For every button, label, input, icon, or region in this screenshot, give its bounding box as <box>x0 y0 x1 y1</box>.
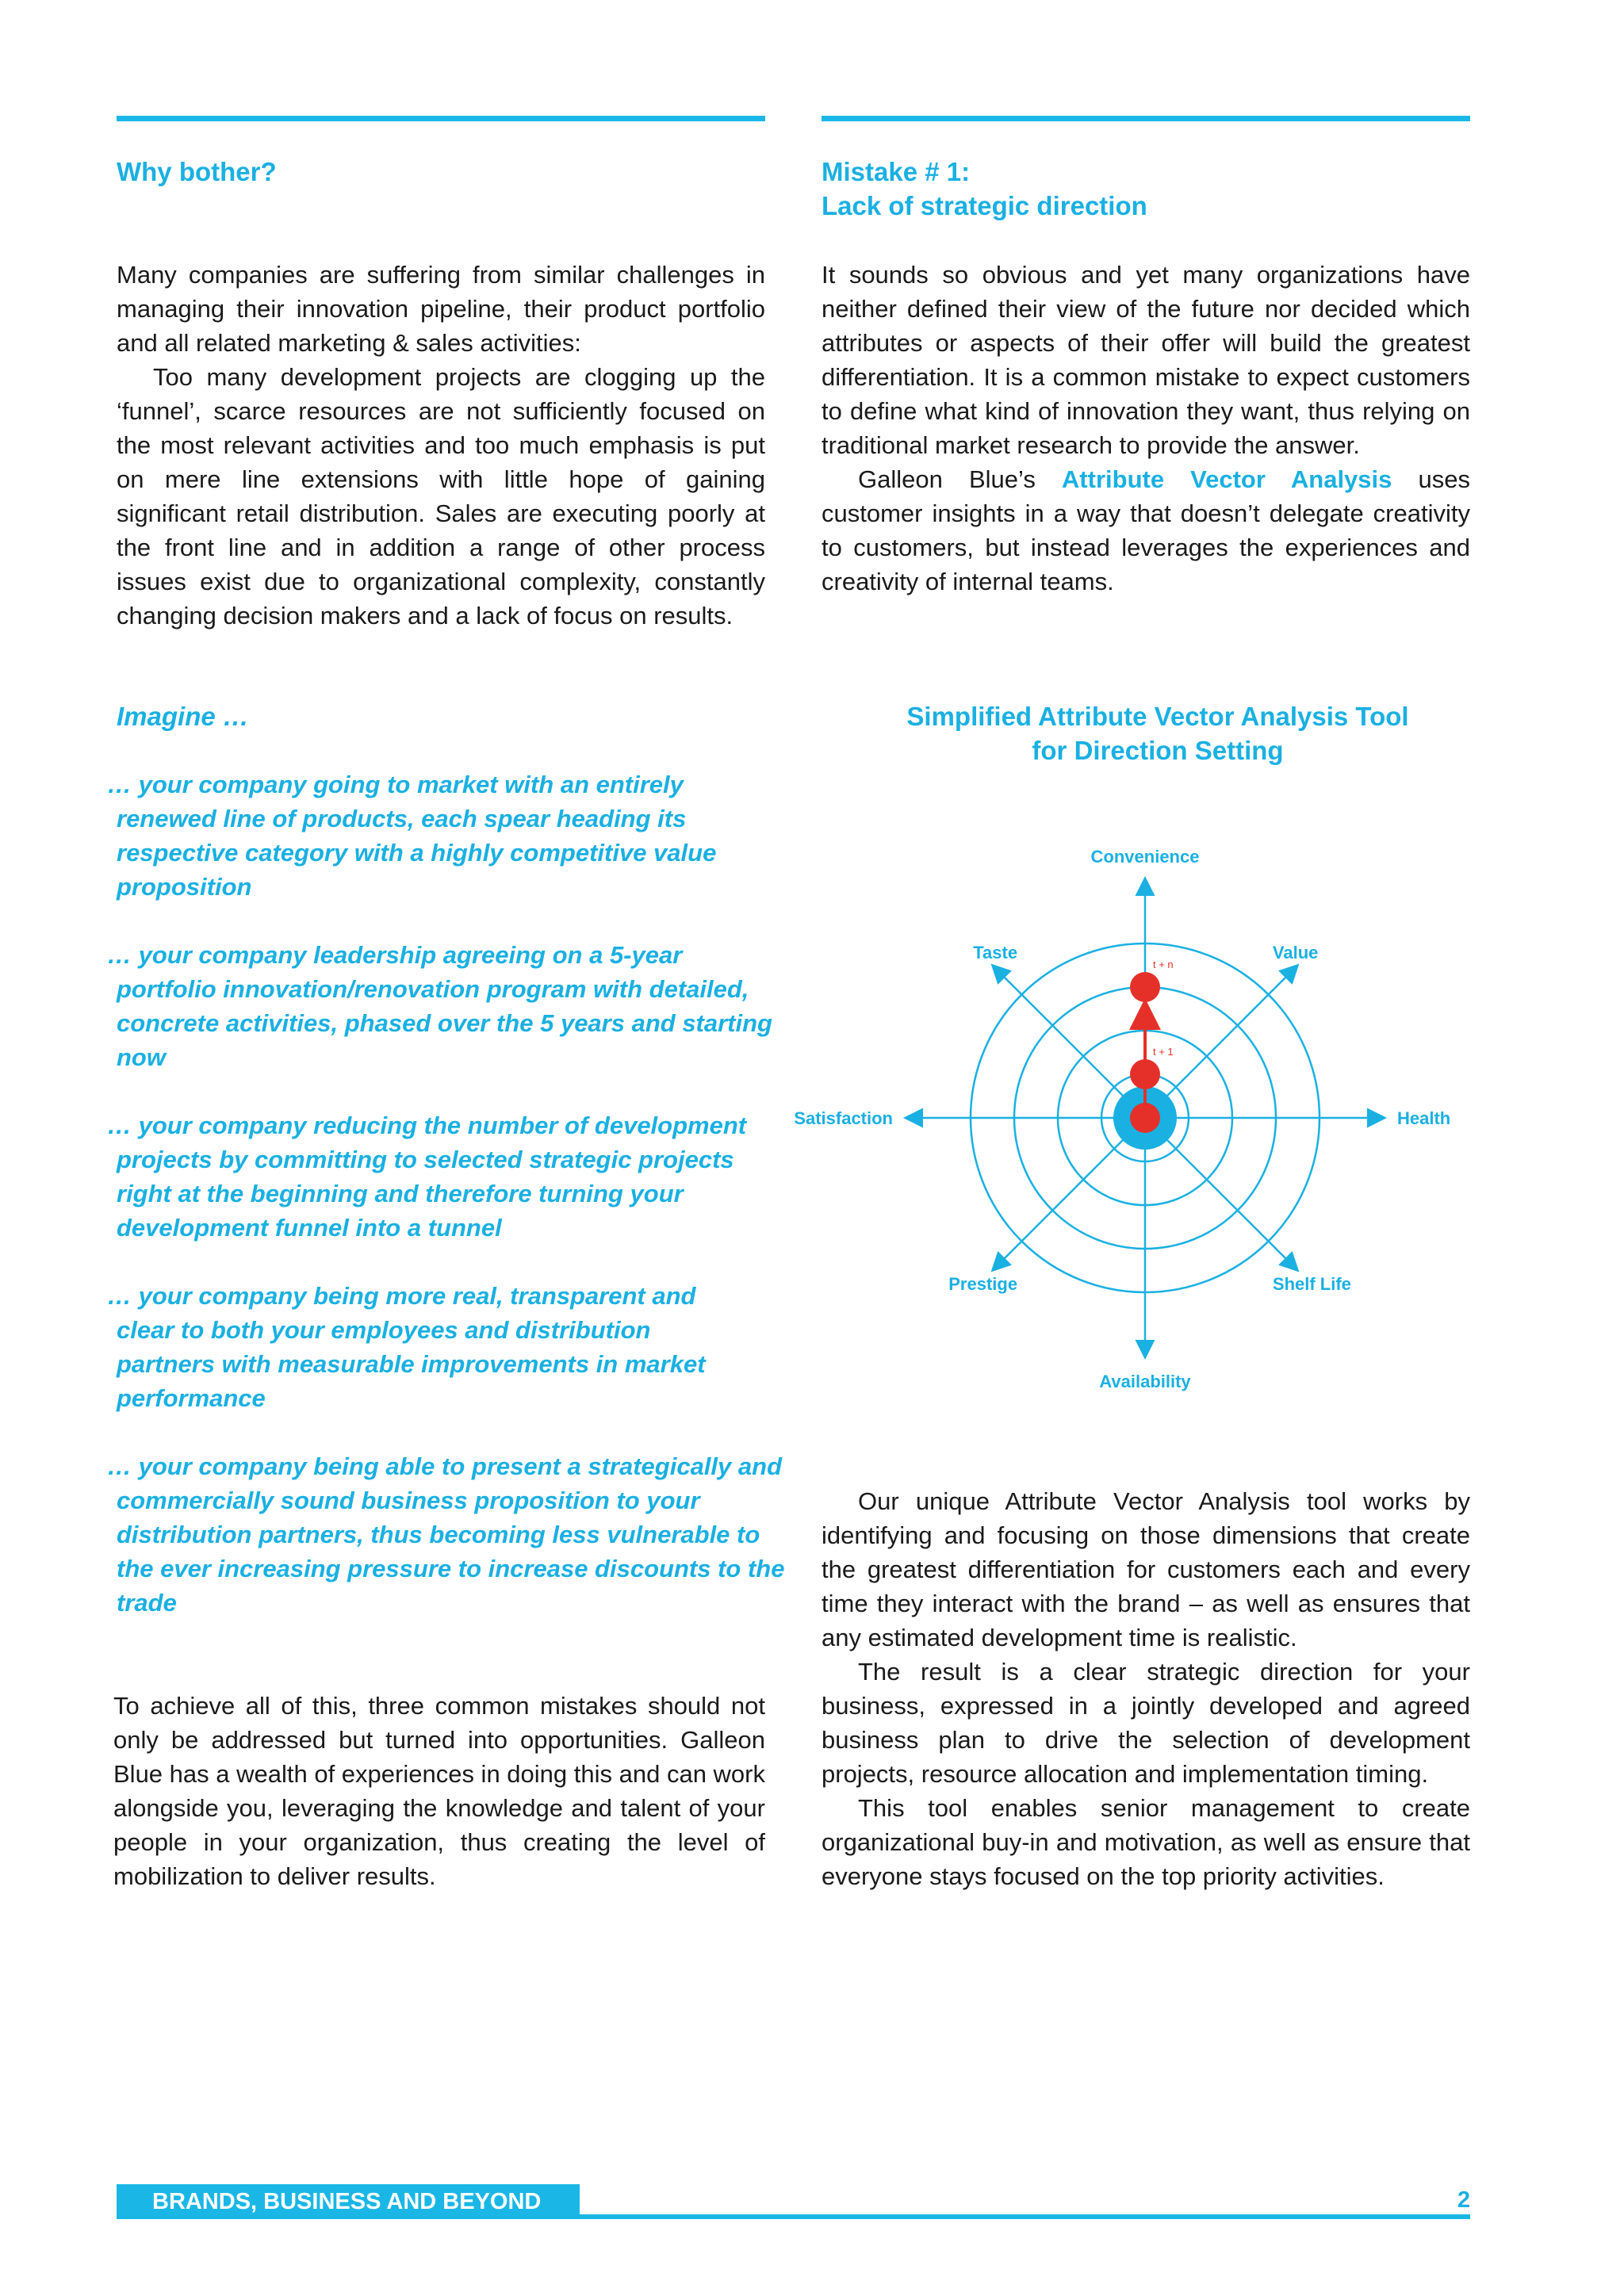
imagine-item-3: … your company reducing the number of development projects by committing to selected strategic projects right at the beginning and therefore turning your development funnel into a tunnel <box>107 1112 747 1242</box>
imagine-item-5: … your company being able to present a strategically and commercially sound business proposition to your distribution partners, thus becoming less vulnerable to the ever increasing pressure to increase discounts to the trade <box>107 1452 785 1617</box>
left-intro-text <box>117 258 765 633</box>
attribute-vector-analysis-highlight: Attribute Vector Analysis <box>1061 465 1392 493</box>
right-intro-text <box>822 258 1470 599</box>
mistake-heading-line-2: Lack of strategic direction <box>822 191 1147 220</box>
axis-label-convenience: Convenience <box>1090 847 1200 867</box>
right-top-rule <box>822 116 1470 121</box>
footer-rule <box>580 2214 1470 2219</box>
left-intro-paragraph-1: Many companies are suffering from similar challenges in managing their innovation pipeline, their product portfolio and all related marketing & sales activities: <box>117 261 765 357</box>
axis-label-satisfaction: Satisfaction <box>794 1108 893 1128</box>
right-paragraph-2 <box>822 462 1470 599</box>
left-top-rule <box>117 116 765 121</box>
axis-label-shelf-life: Shelf Life <box>1272 1273 1351 1294</box>
vector-marker-3 <box>1130 972 1160 1002</box>
vector-marker-label-2: t + 1 <box>1153 1046 1174 1058</box>
imagine-item-1: … your company going to market with an entirely renewed line of products, each spear heading its respective category with a highly competitive value proposition <box>107 771 717 901</box>
imagine-heading: Imagine … <box>117 702 249 731</box>
chart-title <box>825 699 1491 767</box>
right-paragraph-5: This tool enables senior management to create organizational buy-in and motivation, as well as ensure that everyone stays focused on the top priority activities. <box>822 1794 1470 1890</box>
attribute-vector-radar-chart <box>793 847 1451 1391</box>
vector-marker-2 <box>1130 1059 1160 1089</box>
mistake-heading <box>822 155 1147 223</box>
chart-title-line-2: for Direction Setting <box>1032 736 1284 765</box>
imagine-item-4: … your company being more real, transparent and clear to both your employees and distribution partners with measurable improvements in market performance <box>107 1282 706 1412</box>
right-paragraph-4: The result is a clear strategic direction for your business, expressed in a jointly developed and agreed business plan to drive the selection of development projects, resource allocation and implementation timing. <box>822 1658 1470 1788</box>
mistake-heading-line-1: Mistake # 1: <box>822 157 971 186</box>
right-paragraph-3: Our unique Attribute Vector Analysis tool works by identifying and focusing on those dimensions that create the greatest differentiation for customers each and every time they interact with the brand – as well as ensures that any estimated development time is realistic. <box>822 1487 1470 1651</box>
left-closing-paragraph: To achieve all of this, three common mistakes should not only be addressed but turned into opportunities. Galleon Blue has a wealth of experiences in doing this and can work alongside you, leveraging the knowledge and talent of your people in your organization, thus creating the level of mobilization to deliver results. <box>113 1692 765 1890</box>
why-bother-heading: Why bother? <box>117 157 277 186</box>
footer-label: BRANDS, BUSINESS AND BEYOND <box>152 2189 542 2214</box>
axis-label-taste: Taste <box>973 943 1018 963</box>
page-number: 2 <box>1457 2187 1470 2213</box>
axis-label-prestige: Prestige <box>948 1273 1018 1294</box>
right-closing-text <box>822 1484 1470 1893</box>
imagine-item-2: … your company leadership agreeing on a 5-year portfolio innovation/renovation program with detailed, concrete activities, phased over the 5 years and starting now <box>107 941 772 1071</box>
left-intro-paragraph-2: Too many development projects are clogging up the ‘funnel’, scarce resources are not sufficiently focused on the most relevant activities and too much emphasis is put on mere line extensions with little hope of gaining significant retail distribution. Sales are executing poorly at the front line and in addition a range of other process issues exist due to organizational complexity, constantly changing decision makers and a lack of focus on results. <box>117 363 765 629</box>
vector-marker-label-3: t + n <box>1153 959 1174 970</box>
chart-title-line-1: Simplified Attribute Vector Analysis Tool <box>906 702 1409 731</box>
axis-label-health: Health <box>1397 1108 1451 1128</box>
axis-label-availability: Availability <box>1099 1372 1191 1391</box>
left-closing-text <box>113 1689 765 1893</box>
right-paragraph-2-start: Galleon Blue’s <box>858 465 1062 493</box>
vector-marker-1 <box>1130 1103 1160 1133</box>
axis-label-value: Value <box>1272 943 1319 963</box>
right-paragraph-1: It sounds so obvious and yet many organizations have neither defined their view of the future nor decided which attributes or aspects of their offer will build the greatest differentiation. It is a common mistake to expect customers to define what kind of innovation they want, thus relying on traditional market research to provide the answer. <box>822 261 1470 459</box>
right-paragraph-2-end: uses customer insights in a way that doesn’t delegate creativity to customers, but instead leverages the experiences and creativity of internal teams. <box>822 465 1470 595</box>
